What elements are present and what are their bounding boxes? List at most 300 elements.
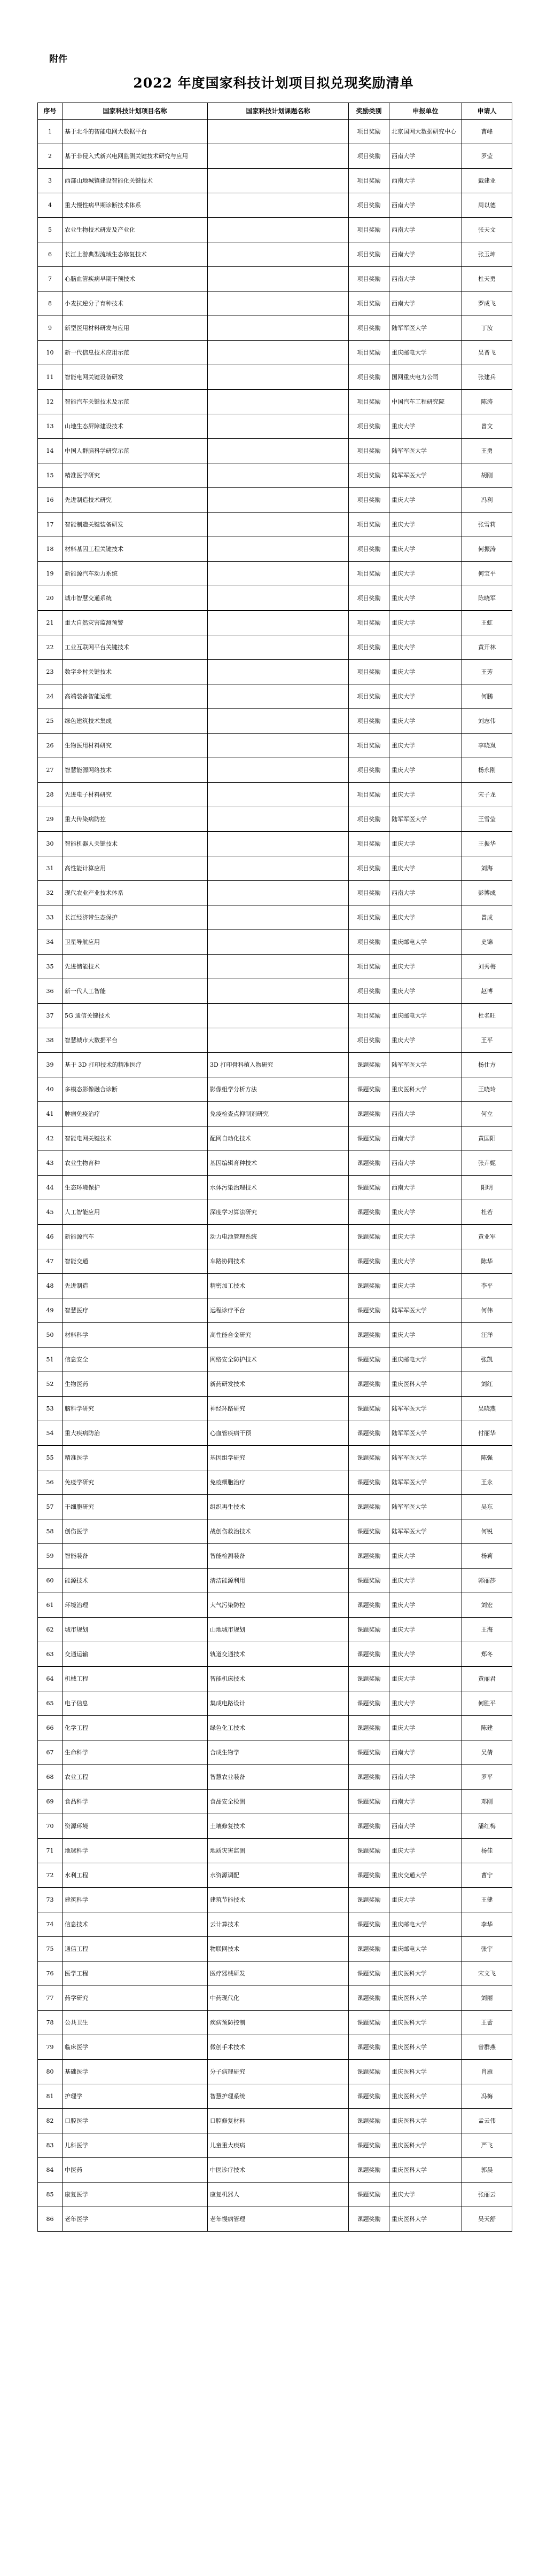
cell-topic-name: 地质灾害监测 xyxy=(208,1839,349,1863)
cell-project-name: 护理学 xyxy=(62,2084,208,2109)
cell-project-name: 智能电网关键技术 xyxy=(62,1126,208,1151)
cell-project-name: 智慧能源网络技术 xyxy=(62,758,208,783)
cell-applicant: 陈建 xyxy=(462,1716,512,1740)
cell-topic-name xyxy=(208,832,349,856)
cell-no: 47 xyxy=(38,1249,62,1274)
cell-project-name: 医学工程 xyxy=(62,1961,208,1986)
cell-applicant-unit: 陆军军医大学 xyxy=(389,1519,462,1544)
cell-topic-name: 绿色化工技术 xyxy=(208,1716,349,1740)
cell-no: 6 xyxy=(38,242,62,267)
cell-applicant: 周以德 xyxy=(462,193,512,218)
cell-project-name: 通信工程 xyxy=(62,1937,208,1961)
table-row xyxy=(38,979,512,1004)
cell-applicant: 杨佳 xyxy=(462,1839,512,1863)
cell-award-type: 课题奖励 xyxy=(349,1790,389,1814)
cell-award-type: 项目奖励 xyxy=(349,1028,389,1053)
cell-applicant-unit: 重庆邮电大学 xyxy=(389,930,462,955)
cell-no: 44 xyxy=(38,1176,62,1200)
cell-topic-name: 智能检测装备 xyxy=(208,1544,349,1569)
cell-applicant-unit: 重庆大学 xyxy=(389,1691,462,1716)
cell-applicant: 何锐 xyxy=(462,1519,512,1544)
cell-award-type: 项目奖励 xyxy=(349,955,389,979)
table-row xyxy=(38,1839,512,1863)
cell-award-type: 项目奖励 xyxy=(349,537,389,562)
cell-award-type: 课题奖励 xyxy=(349,1126,389,1151)
cell-applicant-unit: 重庆大学 xyxy=(389,611,462,635)
cell-topic-name: 免疫细胞治疗 xyxy=(208,1470,349,1495)
cell-topic-name xyxy=(208,684,349,709)
cell-applicant: 丁汝 xyxy=(462,316,512,341)
table-row xyxy=(38,2183,512,2207)
cell-award-type: 课题奖励 xyxy=(349,1151,389,1176)
cell-award-type: 课题奖励 xyxy=(349,1102,389,1126)
cell-topic-name: 中药现代化 xyxy=(208,1986,349,2011)
cell-applicant: 陈涛 xyxy=(462,390,512,414)
cell-topic-name: 3D 打印骨科植入物研究 xyxy=(208,1053,349,1077)
cell-applicant: 张天文 xyxy=(462,218,512,242)
cell-applicant-unit: 重庆大学 xyxy=(389,856,462,881)
cell-award-type: 课题奖励 xyxy=(349,1298,389,1323)
table-row xyxy=(38,169,512,193)
cell-applicant-unit: 重庆大学 xyxy=(389,1225,462,1249)
cell-applicant: 黄丽君 xyxy=(462,1667,512,1691)
cell-project-name: 智能机器人关键技术 xyxy=(62,832,208,856)
cell-applicant-unit: 重庆邮电大学 xyxy=(389,1937,462,1961)
cell-topic-name xyxy=(208,488,349,513)
cell-award-type: 项目奖励 xyxy=(349,734,389,758)
cell-applicant-unit: 陆军军医大学 xyxy=(389,1421,462,1446)
cell-applicant: 王永 xyxy=(462,1470,512,1495)
cell-award-type: 项目奖励 xyxy=(349,807,389,832)
cell-applicant: 邓刚 xyxy=(462,1790,512,1814)
cell-project-name: 智能交通 xyxy=(62,1249,208,1274)
cell-award-type: 项目奖励 xyxy=(349,292,389,316)
cell-award-type: 项目奖励 xyxy=(349,267,389,292)
cell-no: 81 xyxy=(38,2084,62,2109)
cell-award-type: 项目奖励 xyxy=(349,930,389,955)
cell-award-type: 项目奖励 xyxy=(349,218,389,242)
cell-no: 49 xyxy=(38,1298,62,1323)
cell-award-type: 项目奖励 xyxy=(349,193,389,218)
cell-award-type: 课题奖励 xyxy=(349,1937,389,1961)
cell-topic-name: 食品安全检测 xyxy=(208,1790,349,1814)
cell-project-name: 材料基因工程关键技术 xyxy=(62,537,208,562)
cell-topic-name xyxy=(208,709,349,734)
cell-no: 26 xyxy=(38,734,62,758)
cell-topic-name: 物联网技术 xyxy=(208,1937,349,1961)
cell-award-type: 项目奖励 xyxy=(349,905,389,930)
cell-applicant: 黄国阳 xyxy=(462,1126,512,1151)
cell-no: 66 xyxy=(38,1716,62,1740)
cell-topic-name: 土壤修复技术 xyxy=(208,1814,349,1839)
cell-award-type: 项目奖励 xyxy=(349,144,389,169)
cell-project-name: 山地生态屏障建设技术 xyxy=(62,414,208,439)
cell-no: 46 xyxy=(38,1225,62,1249)
cell-applicant-unit: 重庆医科大学 xyxy=(389,2207,462,2232)
table-row xyxy=(38,1470,512,1495)
cell-applicant: 冯梅 xyxy=(462,2084,512,2109)
table-row xyxy=(38,1544,512,1569)
cell-award-type: 课题奖励 xyxy=(349,1470,389,1495)
cell-project-name: 精准医学研究 xyxy=(62,463,208,488)
cell-award-type: 项目奖励 xyxy=(349,881,389,905)
cell-project-name: 重大传染病防控 xyxy=(62,807,208,832)
cell-project-name: 儿科医学 xyxy=(62,2133,208,2158)
cell-applicant: 史锦 xyxy=(462,930,512,955)
cell-no: 33 xyxy=(38,905,62,930)
cell-applicant-unit: 重庆大学 xyxy=(389,734,462,758)
cell-no: 76 xyxy=(38,1961,62,1986)
cell-no: 12 xyxy=(38,390,62,414)
cell-project-name: 信息技术 xyxy=(62,1912,208,1937)
cell-award-type: 项目奖励 xyxy=(349,832,389,856)
table-row xyxy=(38,660,512,684)
cell-applicant-unit: 重庆大学 xyxy=(389,1249,462,1274)
cell-applicant-unit: 重庆大学 xyxy=(389,1200,462,1225)
cell-topic-name xyxy=(208,537,349,562)
table-row xyxy=(38,414,512,439)
cell-no: 15 xyxy=(38,463,62,488)
cell-topic-name: 神经环路研究 xyxy=(208,1397,349,1421)
cell-project-name: 材料科学 xyxy=(62,1323,208,1348)
table-row xyxy=(38,2158,512,2183)
cell-topic-name: 儿童重大疾病 xyxy=(208,2133,349,2158)
cell-applicant: 何立 xyxy=(462,1102,512,1126)
cell-topic-name: 微创手术技术 xyxy=(208,2035,349,2060)
cell-applicant-unit: 重庆医科大学 xyxy=(389,2084,462,2109)
cell-applicant: 吴晓燕 xyxy=(462,1397,512,1421)
cell-applicant-unit: 重庆大学 xyxy=(389,1544,462,1569)
cell-applicant: 何伟 xyxy=(462,1298,512,1323)
cell-award-type: 课题奖励 xyxy=(349,1544,389,1569)
cell-award-type: 课题奖励 xyxy=(349,1691,389,1716)
cell-project-name: 脑科学研究 xyxy=(62,1397,208,1421)
cell-award-type: 课题奖励 xyxy=(349,2060,389,2084)
column-header-project-name: 国家科技计划项目名称 xyxy=(62,103,208,120)
cell-applicant: 曾群燕 xyxy=(462,2035,512,2060)
cell-applicant: 杜名旺 xyxy=(462,1004,512,1028)
cell-award-type: 项目奖励 xyxy=(349,856,389,881)
cell-applicant-unit: 重庆大学 xyxy=(389,414,462,439)
cell-applicant: 罗莹 xyxy=(462,144,512,169)
cell-project-name: 临床医学 xyxy=(62,2035,208,2060)
table-row xyxy=(38,439,512,463)
table-row xyxy=(38,2109,512,2133)
cell-applicant-unit: 重庆大学 xyxy=(389,905,462,930)
cell-award-type: 课题奖励 xyxy=(349,1986,389,2011)
cell-applicant: 吴天舒 xyxy=(462,2207,512,2232)
cell-project-name: 智能汽车关键技术及示范 xyxy=(62,390,208,414)
table-row xyxy=(38,2035,512,2060)
cell-project-name: 先进电子材料研究 xyxy=(62,783,208,807)
cell-topic-name xyxy=(208,930,349,955)
cell-project-name: 西部山地城镇建设智能化关键技术 xyxy=(62,169,208,193)
cell-applicant: 张雪莉 xyxy=(462,513,512,537)
cell-project-name: 能源技术 xyxy=(62,1569,208,1593)
cell-no: 29 xyxy=(38,807,62,832)
cell-topic-name: 水资源调配 xyxy=(208,1863,349,1888)
cell-applicant-unit: 重庆大学 xyxy=(389,1716,462,1740)
table-row xyxy=(38,856,512,881)
cell-applicant: 王晓玲 xyxy=(462,1077,512,1102)
cell-project-name: 肿瘤免疫治疗 xyxy=(62,1102,208,1126)
cell-no: 40 xyxy=(38,1077,62,1102)
cell-topic-name: 高性能合金研究 xyxy=(208,1323,349,1348)
cell-topic-name xyxy=(208,144,349,169)
table-row xyxy=(38,1102,512,1126)
cell-project-name: 信息安全 xyxy=(62,1348,208,1372)
cell-applicant: 罗平 xyxy=(462,1765,512,1790)
table-row xyxy=(38,513,512,537)
table-row xyxy=(38,783,512,807)
cell-award-type: 项目奖励 xyxy=(349,979,389,1004)
cell-project-name: 现代农业产业技术体系 xyxy=(62,881,208,905)
cell-no: 18 xyxy=(38,537,62,562)
cell-applicant: 张玉坤 xyxy=(462,242,512,267)
cell-project-name: 药学研究 xyxy=(62,1986,208,2011)
cell-no: 3 xyxy=(38,169,62,193)
cell-topic-name: 车路协同技术 xyxy=(208,1249,349,1274)
cell-applicant-unit: 重庆医科大学 xyxy=(389,2158,462,2183)
cell-topic-name: 老年慢病管理 xyxy=(208,2207,349,2232)
cell-award-type: 项目奖励 xyxy=(349,390,389,414)
table-row xyxy=(38,1888,512,1912)
cell-project-name: 数字乡村关键技术 xyxy=(62,660,208,684)
table-row xyxy=(38,1077,512,1102)
cell-award-type: 项目奖励 xyxy=(349,562,389,586)
cell-applicant-unit: 重庆大学 xyxy=(389,832,462,856)
cell-no: 53 xyxy=(38,1397,62,1421)
cell-award-type: 项目奖励 xyxy=(349,488,389,513)
cell-no: 21 xyxy=(38,611,62,635)
cell-applicant: 吴倩 xyxy=(462,1740,512,1765)
cell-applicant: 王雪莹 xyxy=(462,807,512,832)
cell-applicant: 曹宁 xyxy=(462,1863,512,1888)
cell-topic-name xyxy=(208,955,349,979)
cell-award-type: 课题奖励 xyxy=(349,2207,389,2232)
cell-topic-name: 基因组学研究 xyxy=(208,1446,349,1470)
cell-project-name: 化学工程 xyxy=(62,1716,208,1740)
cell-project-name: 农业生物育种 xyxy=(62,1151,208,1176)
cell-topic-name: 配网自动化技术 xyxy=(208,1126,349,1151)
cell-applicant: 刘海 xyxy=(462,856,512,881)
cell-applicant: 戴建业 xyxy=(462,169,512,193)
table-row xyxy=(38,709,512,734)
cell-topic-name: 中医诊疗技术 xyxy=(208,2158,349,2183)
cell-applicant: 孟云伟 xyxy=(462,2109,512,2133)
table-row xyxy=(38,292,512,316)
cell-project-name: 人工智能应用 xyxy=(62,1200,208,1225)
cell-topic-name xyxy=(208,1028,349,1053)
cell-applicant-unit: 重庆交通大学 xyxy=(389,1863,462,1888)
cell-applicant: 王海 xyxy=(462,1618,512,1642)
table-row xyxy=(38,1667,512,1691)
cell-applicant: 吴晋飞 xyxy=(462,341,512,365)
cell-topic-name xyxy=(208,316,349,341)
cell-no: 78 xyxy=(38,2011,62,2035)
cell-applicant-unit: 西南大学 xyxy=(389,1151,462,1176)
table-row xyxy=(38,881,512,905)
cell-no: 38 xyxy=(38,1028,62,1053)
table-row xyxy=(38,1593,512,1618)
table-row xyxy=(38,1200,512,1225)
cell-applicant-unit: 西南大学 xyxy=(389,1740,462,1765)
cell-award-type: 项目奖励 xyxy=(349,414,389,439)
cell-applicant: 杨仕方 xyxy=(462,1053,512,1077)
table-row xyxy=(38,1912,512,1937)
cell-topic-name: 智慧护理系统 xyxy=(208,2084,349,2109)
cell-topic-name: 新药研发技术 xyxy=(208,1372,349,1397)
cell-topic-name: 精密加工技术 xyxy=(208,1274,349,1298)
cell-applicant-unit: 西南大学 xyxy=(389,1126,462,1151)
cell-no: 11 xyxy=(38,365,62,390)
cell-topic-name: 动力电池管理系统 xyxy=(208,1225,349,1249)
cell-project-name: 生物医用材料研究 xyxy=(62,734,208,758)
cell-award-type: 项目奖励 xyxy=(349,463,389,488)
cell-applicant-unit: 重庆大学 xyxy=(389,783,462,807)
cell-topic-name xyxy=(208,660,349,684)
column-header-topic-name: 国家科技计划课题名称 xyxy=(208,103,349,120)
cell-award-type: 项目奖励 xyxy=(349,169,389,193)
cell-applicant-unit: 重庆大学 xyxy=(389,488,462,513)
cell-project-name: 新型医用材料研发与应用 xyxy=(62,316,208,341)
cell-applicant-unit: 西南大学 xyxy=(389,292,462,316)
cell-project-name: 智慧医疗 xyxy=(62,1298,208,1323)
cell-award-type: 课题奖励 xyxy=(349,1348,389,1372)
cell-applicant: 肖雁 xyxy=(462,2060,512,2084)
cell-applicant-unit: 重庆邮电大学 xyxy=(389,341,462,365)
cell-applicant-unit: 重庆大学 xyxy=(389,1323,462,1348)
table-row xyxy=(38,1397,512,1421)
cell-applicant: 何振涛 xyxy=(462,537,512,562)
cell-no: 79 xyxy=(38,2035,62,2060)
cell-award-type: 项目奖励 xyxy=(349,660,389,684)
cell-applicant: 曹峰 xyxy=(462,120,512,144)
cell-topic-name: 组织再生技术 xyxy=(208,1495,349,1519)
cell-applicant: 刘秀梅 xyxy=(462,955,512,979)
column-header-award-type: 奖励类别 xyxy=(349,103,389,120)
cell-applicant-unit: 中国汽车工程研究院 xyxy=(389,390,462,414)
cell-applicant: 刘丽 xyxy=(462,1986,512,2011)
table-row xyxy=(38,537,512,562)
cell-no: 43 xyxy=(38,1151,62,1176)
table-row xyxy=(38,734,512,758)
cell-award-type: 课题奖励 xyxy=(349,1716,389,1740)
cell-no: 17 xyxy=(38,513,62,537)
cell-no: 83 xyxy=(38,2133,62,2158)
cell-applicant-unit: 重庆大学 xyxy=(389,1888,462,1912)
cell-project-name: 绿色建筑技术集成 xyxy=(62,709,208,734)
document-title: 2022 年度国家科技计划项目拟兑现奖励清单 xyxy=(133,75,414,91)
cell-project-name: 多模态影像融合诊断 xyxy=(62,1077,208,1102)
table-row xyxy=(38,758,512,783)
cell-applicant: 阳明 xyxy=(462,1176,512,1200)
cell-award-type: 课题奖励 xyxy=(349,1397,389,1421)
cell-project-name: 高性能计算应用 xyxy=(62,856,208,881)
cell-topic-name: 深度学习算法研究 xyxy=(208,1200,349,1225)
cell-no: 67 xyxy=(38,1740,62,1765)
cell-topic-name: 合成生物学 xyxy=(208,1740,349,1765)
cell-no: 48 xyxy=(38,1274,62,1298)
table-row xyxy=(38,120,512,144)
cell-applicant-unit: 北京国网大数据研究中心 xyxy=(389,120,462,144)
cell-applicant-unit: 陆军军医大学 xyxy=(389,1495,462,1519)
cell-topic-name: 集成电路设计 xyxy=(208,1691,349,1716)
cell-applicant-unit: 重庆大学 xyxy=(389,660,462,684)
cell-topic-name: 免疫检查点抑制剂研究 xyxy=(208,1102,349,1126)
cell-project-name: 小麦抗逆分子育种技术 xyxy=(62,292,208,316)
cell-applicant: 张建兵 xyxy=(462,365,512,390)
table-row xyxy=(38,242,512,267)
cell-award-type: 项目奖励 xyxy=(349,783,389,807)
award-list-table xyxy=(37,103,512,2232)
table-row xyxy=(38,267,512,292)
cell-applicant: 潘红梅 xyxy=(462,1814,512,1839)
cell-applicant-unit: 重庆大学 xyxy=(389,1642,462,1667)
cell-applicant: 赵博 xyxy=(462,979,512,1004)
cell-applicant: 曾文 xyxy=(462,414,512,439)
table-row xyxy=(38,144,512,169)
column-header-applicant: 申请人 xyxy=(462,103,512,120)
cell-no: 68 xyxy=(38,1765,62,1790)
table-row xyxy=(38,1519,512,1544)
cell-no: 86 xyxy=(38,2207,62,2232)
cell-no: 42 xyxy=(38,1126,62,1151)
cell-no: 60 xyxy=(38,1569,62,1593)
cell-topic-name xyxy=(208,611,349,635)
cell-project-name: 农业生物技术研发及产业化 xyxy=(62,218,208,242)
cell-applicant-unit: 重庆大学 xyxy=(389,537,462,562)
cell-project-name: 高端装备智能运维 xyxy=(62,684,208,709)
table-row xyxy=(38,1740,512,1765)
cell-award-type: 课题奖励 xyxy=(349,1176,389,1200)
cell-topic-name: 战创伤救治技术 xyxy=(208,1519,349,1544)
cell-applicant-unit: 重庆大学 xyxy=(389,513,462,537)
cell-project-name: 机械工程 xyxy=(62,1667,208,1691)
cell-applicant: 黄开林 xyxy=(462,635,512,660)
cell-no: 71 xyxy=(38,1839,62,1863)
cell-award-type: 课题奖励 xyxy=(349,1618,389,1642)
table-row xyxy=(38,488,512,513)
table-row xyxy=(38,1151,512,1176)
cell-applicant-unit: 陆军军医大学 xyxy=(389,1397,462,1421)
cell-award-type: 课题奖励 xyxy=(349,1249,389,1274)
cell-no: 1 xyxy=(38,120,62,144)
table-row xyxy=(38,2207,512,2232)
cell-no: 77 xyxy=(38,1986,62,2011)
table-row xyxy=(38,390,512,414)
cell-project-name: 生物医药 xyxy=(62,1372,208,1397)
table-row xyxy=(38,341,512,365)
table-row xyxy=(38,365,512,390)
cell-award-type: 课题奖励 xyxy=(349,1961,389,1986)
cell-applicant: 陈晓军 xyxy=(462,586,512,611)
cell-topic-name: 云计算技术 xyxy=(208,1912,349,1937)
table-row xyxy=(38,1937,512,1961)
cell-no: 28 xyxy=(38,783,62,807)
cell-topic-name xyxy=(208,562,349,586)
table-row xyxy=(38,905,512,930)
cell-applicant-unit: 重庆医科大学 xyxy=(389,2011,462,2035)
cell-applicant: 王芳 xyxy=(462,660,512,684)
cell-topic-name: 疾病预防控制 xyxy=(208,2011,349,2035)
cell-no: 75 xyxy=(38,1937,62,1961)
cell-project-name: 城市规划 xyxy=(62,1618,208,1642)
cell-no: 55 xyxy=(38,1446,62,1470)
cell-award-type: 课题奖励 xyxy=(349,2109,389,2133)
cell-award-type: 课题奖励 xyxy=(349,1519,389,1544)
cell-applicant: 郭丽莎 xyxy=(462,1569,512,1593)
